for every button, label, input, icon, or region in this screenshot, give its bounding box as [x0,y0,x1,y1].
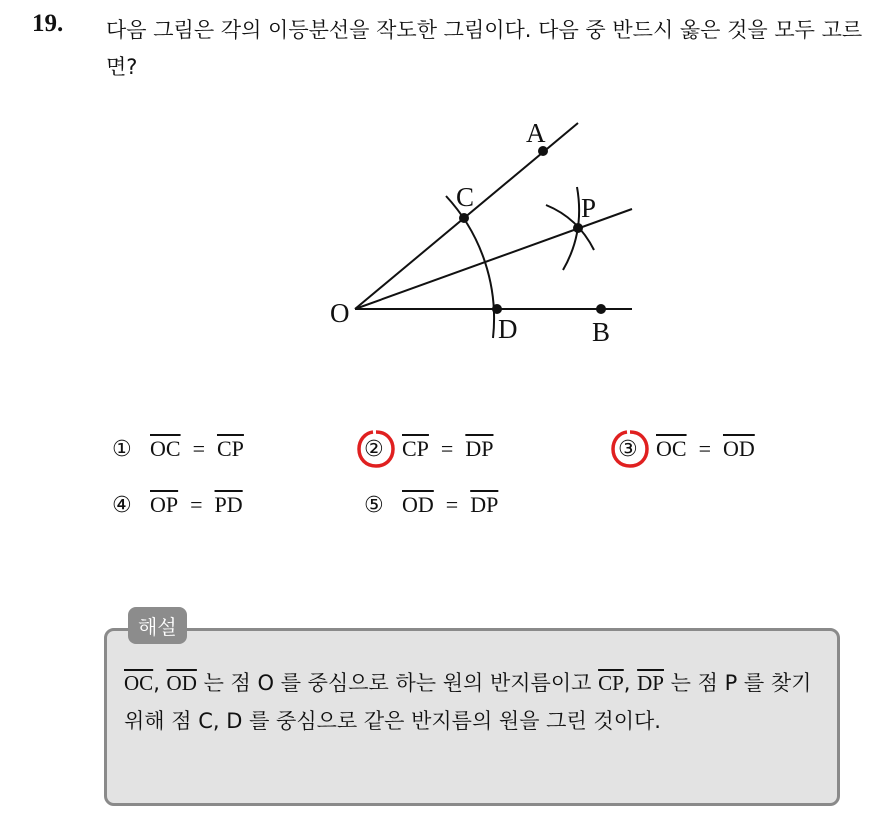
separator: , [153,671,167,695]
ray-OP [355,209,632,309]
red-circle-mark [610,429,650,469]
label-P: P [581,193,597,223]
solution-part-2: 는 점 P 를 찾기 위해 점 C, D 를 중심으로 같은 반지름의 원을 그린 것이다. [124,671,812,733]
choice-number: ⑤ [364,492,384,518]
equals-sign: = [192,436,205,461]
segment-right: $\overline{DP}$ [470,492,499,517]
choice-3[interactable] [618,436,755,462]
point-P [573,223,583,233]
label-C: C [456,182,475,212]
segment-left: $\overline{OD}$ [402,492,434,517]
segment-right: $\overline{CP}$ [216,436,244,461]
choice-number: ④ [112,492,132,518]
choice-number: ② [364,437,392,462]
equals-sign: = [445,492,459,517]
segment-OC: $\overline{OC}$ [124,671,154,695]
equals-sign: = [190,492,203,517]
segment-left: $\overline{CP}$ [402,436,429,461]
segment-CP: $\overline{CP}$ [598,671,624,695]
choice-2[interactable] [364,436,493,462]
solution-part-1: 는 점 O 를 중심으로 하는 원의 반지름이고 [196,671,599,695]
segment-left: $\overline{OP}$ [150,492,179,517]
segment-left: $\overline{OC}$ [150,436,181,461]
solution-label: 해설 [128,607,187,644]
segment-right: $\overline{PD}$ [214,492,243,517]
question-text: 다음 그림은 각의 이등분선을 작도한 그림이다. 다음 중 반드시 옳은 것을 모두 고르면? [106,18,863,79]
segment-OD: $\overline{OD}$ [166,671,197,695]
solution-text [124,664,832,740]
point-D [492,304,502,314]
choice-5[interactable] [364,492,498,518]
label-O: O [330,298,350,328]
point-B [596,304,606,314]
segment-left: $\overline{OC}$ [656,436,687,461]
segment-DP: $\overline{DP}$ [637,671,664,695]
label-B: B [592,317,611,347]
choice-number: ③ [618,437,646,462]
separator: , [623,671,638,695]
question-number: 19. [32,10,64,37]
equals-sign: = [698,436,711,461]
equals-sign: = [440,436,454,461]
red-circle-mark [356,429,396,469]
segment-right: $\overline{OD}$ [722,436,755,461]
label-D: D [498,314,518,344]
segment-right: $\overline{DP}$ [465,436,494,461]
choice-number: ① [112,436,132,462]
point-C [459,213,469,223]
label-A: A [526,118,546,148]
choice-1[interactable] [112,436,244,462]
choice-4[interactable] [112,492,243,518]
